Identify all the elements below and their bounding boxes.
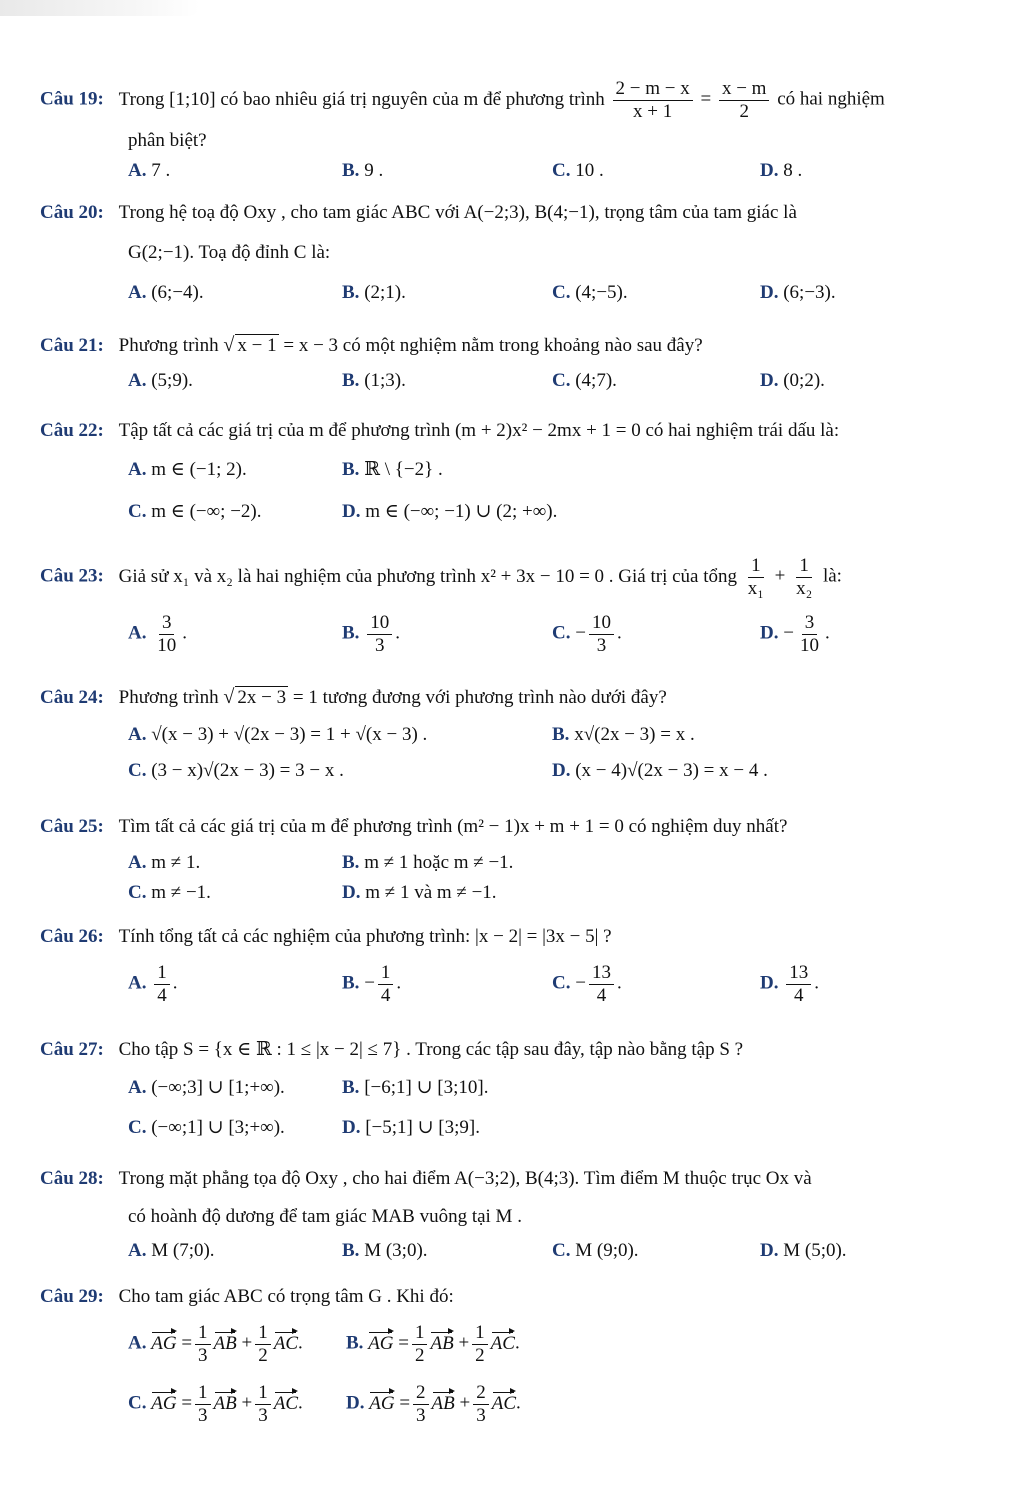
question-number: Câu 25: bbox=[40, 816, 104, 837]
option-b[interactable] bbox=[342, 1240, 428, 1262]
coefficient-fraction bbox=[255, 1382, 271, 1427]
fraction-denominator: 2 bbox=[475, 1344, 485, 1366]
option-fraction bbox=[154, 612, 179, 657]
option-value: m ∈ (−∞; −2). bbox=[151, 501, 262, 522]
fraction-denominator: 3 bbox=[416, 1404, 426, 1426]
question-text: Giả sử x₁ và x₂ là hai nghiệm của phương trình x² + 3x − 10 = 0 . Giá trị của tổng bbox=[118, 565, 737, 587]
option-label: B. bbox=[342, 282, 360, 303]
option-label: A. bbox=[128, 972, 147, 994]
option-label: B. bbox=[342, 1077, 360, 1098]
option-value: (5;9). bbox=[151, 370, 193, 391]
option-label: B. bbox=[342, 160, 360, 181]
option-label: D. bbox=[760, 1240, 779, 1261]
option-c[interactable] bbox=[552, 370, 617, 392]
option-label: B. bbox=[342, 972, 360, 994]
coefficient-fraction bbox=[195, 1322, 211, 1367]
top-edge-shadow bbox=[0, 0, 200, 16]
option-value: x√(2x − 3) = x . bbox=[574, 724, 695, 745]
option-label: A. bbox=[128, 282, 147, 303]
question-number: Câu 28: bbox=[40, 1168, 104, 1189]
fraction-denominator: x + 1 bbox=[633, 100, 673, 122]
option-d[interactable] bbox=[760, 282, 836, 304]
option-value: (4;7). bbox=[575, 370, 617, 391]
question-25-stem bbox=[40, 816, 787, 838]
option-b[interactable] bbox=[342, 612, 400, 657]
option-value: (2;1). bbox=[364, 282, 406, 303]
fraction-numerator: 2 bbox=[473, 1382, 489, 1405]
option-a[interactable] bbox=[128, 282, 204, 304]
option-label: A. bbox=[128, 1240, 147, 1261]
fraction-numerator: 2 − m − x bbox=[613, 78, 693, 101]
option-c[interactable] bbox=[552, 160, 604, 182]
option-label: A. bbox=[128, 370, 147, 391]
option-c[interactable] bbox=[128, 882, 211, 904]
option-b[interactable] bbox=[552, 724, 695, 746]
option-label: C. bbox=[128, 501, 147, 522]
option-a[interactable] bbox=[128, 1076, 285, 1099]
question-number: Câu 27: bbox=[40, 1039, 104, 1060]
option-label: A. bbox=[128, 622, 147, 644]
option-value: M (7;0). bbox=[151, 1240, 215, 1261]
question-number: Câu 24: bbox=[40, 687, 104, 708]
option-value: [−6;1] ∪ [3;10]. bbox=[364, 1077, 489, 1098]
plus-sign: + bbox=[241, 1392, 253, 1414]
option-label: D. bbox=[346, 1392, 365, 1414]
question-23-stem bbox=[40, 555, 842, 600]
fraction-numerator: 1 bbox=[378, 962, 394, 985]
fraction-denominator: 4 bbox=[793, 984, 804, 1006]
option-label: C. bbox=[552, 370, 571, 391]
option-label: C. bbox=[128, 760, 147, 781]
option-value: (1;3). bbox=[364, 370, 406, 391]
option-label: D. bbox=[552, 760, 571, 781]
option-label: B. bbox=[342, 1240, 360, 1261]
fraction-numerator: 1 bbox=[472, 1322, 488, 1345]
equals-sign: = bbox=[398, 1332, 409, 1354]
question-text: = x − 3 có một nghiệm nằm trong khoảng nào sau đây? bbox=[283, 335, 703, 356]
option-b[interactable] bbox=[346, 1322, 520, 1367]
option-label: C. bbox=[128, 1392, 147, 1414]
fraction-denominator: 4 bbox=[380, 984, 391, 1006]
vector: AG bbox=[369, 1392, 395, 1414]
option-end: . bbox=[298, 1392, 303, 1414]
question-text: = 1 tương đương với phương trình nào dưới đây? bbox=[292, 687, 667, 708]
vector: AG bbox=[151, 1392, 177, 1414]
equation-rhs-fraction bbox=[719, 78, 770, 123]
option-value: m ∈ (−1; 2). bbox=[151, 459, 247, 480]
option-label: C. bbox=[552, 972, 571, 994]
option-end: . bbox=[824, 622, 830, 644]
fraction-denominator: 3 bbox=[596, 634, 607, 656]
option-value: m ≠ 1. bbox=[151, 852, 201, 873]
option-label: B. bbox=[552, 724, 570, 745]
option-d[interactable] bbox=[760, 612, 830, 657]
question-text: Cho tam giác ABC có trọng tâm G . Khi đó: bbox=[118, 1286, 454, 1307]
question-number: Câu 26: bbox=[40, 926, 104, 947]
coefficient-fraction bbox=[473, 1382, 489, 1427]
option-fraction bbox=[797, 612, 822, 657]
option-c[interactable] bbox=[128, 1382, 303, 1427]
coefficient-fraction bbox=[412, 1322, 428, 1367]
option-label: D. bbox=[342, 501, 361, 522]
option-c[interactable] bbox=[552, 612, 622, 657]
option-end: . bbox=[395, 622, 400, 644]
vector: AC bbox=[490, 1332, 515, 1354]
option-label: C. bbox=[552, 160, 571, 181]
question-29-stem bbox=[40, 1286, 454, 1308]
option-a[interactable] bbox=[128, 458, 247, 481]
vector: AC bbox=[273, 1392, 298, 1414]
option-label: D. bbox=[760, 160, 779, 181]
fraction-denominator: 4 bbox=[596, 984, 607, 1006]
option-value: √(x − 3) + √(2x − 3) = 1 + √(x − 3) . bbox=[151, 724, 428, 745]
coefficient-fraction bbox=[195, 1382, 211, 1427]
option-b[interactable] bbox=[342, 282, 406, 304]
option-d[interactable] bbox=[342, 500, 557, 523]
vector: AB bbox=[213, 1392, 237, 1414]
fraction-denominator: 10 bbox=[799, 634, 819, 656]
option-label: D. bbox=[760, 972, 779, 994]
option-label: B. bbox=[342, 852, 360, 873]
plus-sign: + bbox=[774, 565, 786, 587]
question-text: Trong hệ toạ độ Oxy , cho tam giác ABC với A(−2;3), B(4;−1), trọng tâm của tam giác là bbox=[118, 202, 797, 223]
option-fraction bbox=[154, 962, 170, 1007]
option-label: C. bbox=[552, 622, 571, 644]
fraction-denominator: 2 bbox=[258, 1344, 268, 1366]
option-c[interactable] bbox=[128, 1116, 285, 1139]
option-sign: − bbox=[783, 622, 794, 644]
fraction-numerator: 10 bbox=[589, 612, 614, 635]
option-c[interactable] bbox=[128, 500, 262, 523]
option-value: [−5;1] ∪ [3;9]. bbox=[365, 1117, 480, 1138]
option-value: m ∈ (−∞; −1) ∪ (2; +∞). bbox=[365, 501, 558, 522]
option-value: (−∞;1] ∪ [3;+∞). bbox=[151, 1117, 285, 1138]
option-fraction bbox=[786, 962, 811, 1007]
fraction-numerator: x − m bbox=[719, 78, 770, 101]
option-d[interactable] bbox=[760, 370, 825, 392]
option-label: B. bbox=[342, 370, 360, 391]
option-value: (6;−3). bbox=[783, 282, 836, 303]
fraction-denominator: x₁ bbox=[747, 577, 764, 599]
option-sign: − bbox=[575, 972, 586, 994]
fraction-numerator: 13 bbox=[589, 962, 614, 985]
fraction-denominator: 3 bbox=[198, 1344, 208, 1366]
fraction-denominator: 3 bbox=[476, 1404, 486, 1426]
question-text: Tập tất cả các giá trị của m để phương trình (m + 2)x² − 2mx + 1 = 0 có hai nghiệm trái dấu là: bbox=[118, 420, 840, 441]
fraction-numerator: 1 bbox=[195, 1322, 211, 1345]
option-d[interactable] bbox=[342, 1116, 480, 1139]
fraction-numerator: 1 bbox=[796, 555, 812, 578]
radicand: 2x − 3 bbox=[237, 687, 287, 708]
option-value: M (9;0). bbox=[575, 1240, 639, 1261]
option-end: . bbox=[514, 1332, 520, 1354]
question-text: Tính tổng tất cả các nghiệm của phương trình: |x − 2| = |3x − 5| ? bbox=[118, 926, 612, 947]
option-value: (−∞;3] ∪ [1;+∞). bbox=[151, 1077, 285, 1098]
option-b[interactable] bbox=[342, 160, 383, 182]
radicand: x − 1 bbox=[237, 335, 277, 356]
fraction-numerator: 3 bbox=[159, 612, 175, 635]
option-fraction bbox=[378, 962, 394, 1007]
fraction-denominator: 3 bbox=[258, 1404, 268, 1426]
option-c[interactable] bbox=[552, 282, 628, 304]
question-text: Trong mặt phẳng tọa độ Oxy , cho hai điểm A(−3;2), B(4;3). Tìm điểm M thuộc trục Ox và bbox=[118, 1168, 812, 1189]
option-fraction bbox=[589, 962, 614, 1007]
option-end: . bbox=[396, 972, 402, 994]
option-value: m ≠ −1. bbox=[151, 882, 211, 903]
option-label: D. bbox=[760, 622, 779, 644]
question-number: Câu 23: bbox=[40, 565, 104, 587]
option-label: D. bbox=[342, 882, 361, 903]
option-label: C. bbox=[552, 282, 571, 303]
vector: AB bbox=[431, 1392, 455, 1414]
option-b[interactable] bbox=[342, 1076, 488, 1099]
option-value: (3 − x)√(2x − 3) = 3 − x . bbox=[151, 760, 344, 781]
fraction-numerator: 1 bbox=[154, 962, 170, 985]
option-end: . bbox=[516, 1392, 521, 1414]
option-b[interactable] bbox=[342, 458, 443, 481]
option-value: (0;2). bbox=[783, 370, 825, 391]
question-number: Câu 20: bbox=[40, 202, 104, 223]
option-value: ℝ \ {−2} . bbox=[364, 459, 443, 480]
plus-sign: + bbox=[241, 1332, 253, 1354]
vector: AB bbox=[213, 1332, 237, 1354]
fraction-numerator: 1 bbox=[412, 1322, 428, 1345]
option-c[interactable] bbox=[552, 1240, 639, 1262]
option-a[interactable] bbox=[128, 852, 200, 874]
fraction-denominator: 2 bbox=[739, 100, 749, 122]
option-label: A. bbox=[128, 1077, 147, 1098]
fraction-numerator: 1 bbox=[195, 1382, 211, 1405]
question-19-stem bbox=[40, 78, 885, 123]
fraction-numerator: 2 bbox=[413, 1382, 429, 1405]
fraction-numerator: 10 bbox=[367, 612, 392, 635]
question-28-stem bbox=[40, 1168, 812, 1190]
equals-sign: = bbox=[181, 1332, 193, 1354]
sqrt-sign: √ bbox=[223, 334, 235, 356]
equals-sign: = bbox=[181, 1392, 193, 1414]
option-value: 10 . bbox=[575, 160, 604, 181]
vector: AC bbox=[273, 1332, 298, 1354]
fraction-numerator: 3 bbox=[802, 612, 818, 635]
plus-sign: + bbox=[458, 1332, 470, 1354]
option-fraction bbox=[367, 612, 392, 657]
option-b[interactable] bbox=[342, 370, 406, 392]
question-24-stem bbox=[40, 686, 667, 709]
option-a[interactable] bbox=[128, 962, 177, 1007]
fraction-numerator: 1 bbox=[255, 1382, 271, 1405]
vector: AB bbox=[430, 1332, 454, 1354]
fraction-numerator: 1 bbox=[748, 555, 764, 578]
option-c[interactable] bbox=[128, 760, 344, 782]
option-sign: − bbox=[364, 972, 375, 994]
question-20-stem bbox=[40, 202, 797, 224]
fraction-denominator: 10 bbox=[157, 634, 177, 656]
option-label: A. bbox=[128, 724, 147, 745]
coefficient-fraction bbox=[413, 1382, 429, 1427]
vector: AC bbox=[491, 1392, 516, 1414]
question-text: Cho tập S = {x ∈ ℝ : 1 ≤ |x − 2| ≤ 7} . Trong các tập sau đây, tập nào bằng tập S ? bbox=[118, 1039, 744, 1060]
sum-fraction-1 bbox=[745, 555, 767, 600]
question-number: Câu 19: bbox=[40, 88, 104, 110]
option-fraction bbox=[589, 612, 614, 657]
option-value: m ≠ 1 và m ≠ −1. bbox=[365, 882, 497, 903]
fraction-denominator: x₂ bbox=[796, 577, 813, 599]
option-d[interactable] bbox=[760, 1240, 847, 1262]
question-22-stem bbox=[40, 420, 839, 442]
option-end: . bbox=[616, 622, 622, 644]
option-label: C. bbox=[552, 1240, 571, 1261]
question-text: có hai nghiệm bbox=[777, 88, 885, 110]
option-value: (6;−4). bbox=[151, 282, 204, 303]
vector: AG bbox=[151, 1332, 177, 1354]
option-a[interactable] bbox=[128, 612, 187, 657]
option-label: D. bbox=[760, 282, 779, 303]
question-26-stem bbox=[40, 926, 612, 948]
option-value: M (5;0). bbox=[783, 1240, 847, 1261]
question-21-stem bbox=[40, 334, 703, 357]
option-end: . bbox=[298, 1332, 303, 1354]
option-label: A. bbox=[128, 1332, 147, 1354]
equation-lhs-fraction bbox=[613, 78, 693, 123]
option-value: m ≠ 1 hoặc m ≠ −1. bbox=[364, 852, 514, 873]
question-text: Phương trình bbox=[118, 687, 219, 708]
equals-sign: = bbox=[399, 1392, 411, 1414]
fraction-denominator: 3 bbox=[198, 1404, 208, 1426]
option-label: D. bbox=[342, 1117, 361, 1138]
option-end: . bbox=[814, 972, 819, 994]
question-text: Trong [1;10] có bao nhiêu giá trị nguyên của m để phương trình bbox=[118, 88, 605, 110]
option-value: (4;−5). bbox=[575, 282, 628, 303]
option-d[interactable] bbox=[760, 962, 819, 1007]
option-label: B. bbox=[346, 1332, 364, 1354]
question-text-continued: phân biệt? bbox=[128, 130, 207, 151]
question-text: Phương trình bbox=[118, 335, 219, 356]
option-label: A. bbox=[128, 459, 147, 480]
option-d[interactable] bbox=[552, 760, 768, 782]
fraction-denominator: 2 bbox=[414, 1344, 425, 1366]
option-b[interactable] bbox=[342, 962, 401, 1007]
question-number: Câu 21: bbox=[40, 335, 104, 356]
option-value: (x − 4)√(2x − 3) = x − 4 . bbox=[575, 760, 768, 781]
option-c[interactable] bbox=[552, 962, 622, 1007]
option-d[interactable] bbox=[346, 1382, 521, 1427]
option-a[interactable] bbox=[128, 1240, 215, 1262]
question-number: Câu 29: bbox=[40, 1286, 104, 1307]
option-label: A. bbox=[128, 852, 147, 873]
option-label: B. bbox=[342, 622, 360, 644]
option-sign: − bbox=[575, 622, 586, 644]
option-label: B. bbox=[342, 459, 360, 480]
question-27-stem bbox=[40, 1038, 743, 1061]
option-label: C. bbox=[128, 882, 147, 903]
coefficient-fraction bbox=[472, 1322, 488, 1367]
option-end: . bbox=[616, 972, 622, 994]
option-a[interactable] bbox=[128, 1322, 303, 1367]
plus-sign: + bbox=[459, 1392, 471, 1414]
sum-fraction-2 bbox=[793, 555, 815, 600]
option-d[interactable] bbox=[342, 882, 497, 904]
option-a[interactable] bbox=[128, 370, 193, 392]
coefficient-fraction bbox=[255, 1322, 271, 1367]
option-value: 9 . bbox=[364, 160, 384, 181]
question-text: là: bbox=[822, 565, 842, 587]
fraction-numerator: 13 bbox=[786, 962, 811, 985]
fraction-numerator: 1 bbox=[255, 1322, 271, 1345]
option-label: D. bbox=[760, 370, 779, 391]
option-value: 7 . bbox=[151, 160, 171, 181]
question-text-continued: G(2;−1). Toạ độ đỉnh C là: bbox=[128, 242, 331, 263]
equals-sign: = bbox=[700, 88, 712, 110]
option-end: . bbox=[172, 972, 178, 994]
vector: AG bbox=[368, 1332, 394, 1354]
question-text-continued: có hoành độ dương để tam giác MAB vuông tại M . bbox=[128, 1206, 522, 1227]
option-value: M (3;0). bbox=[364, 1240, 428, 1261]
option-a[interactable] bbox=[128, 724, 427, 746]
option-label: C. bbox=[128, 1117, 147, 1138]
option-a[interactable] bbox=[128, 160, 170, 182]
fraction-denominator: 4 bbox=[157, 984, 167, 1006]
option-label: A. bbox=[128, 160, 147, 181]
option-d[interactable] bbox=[760, 160, 802, 182]
question-text: Tìm tất cả các giá trị của m để phương trình (m² − 1)x + m + 1 = 0 có nghiệm duy nhất? bbox=[118, 816, 788, 837]
option-b[interactable] bbox=[342, 852, 513, 874]
sqrt-sign: √ bbox=[223, 686, 235, 708]
option-end: . bbox=[182, 622, 187, 644]
option-value: 8 . bbox=[783, 160, 803, 181]
fraction-denominator: 3 bbox=[374, 634, 385, 656]
question-number: Câu 22: bbox=[40, 420, 104, 441]
